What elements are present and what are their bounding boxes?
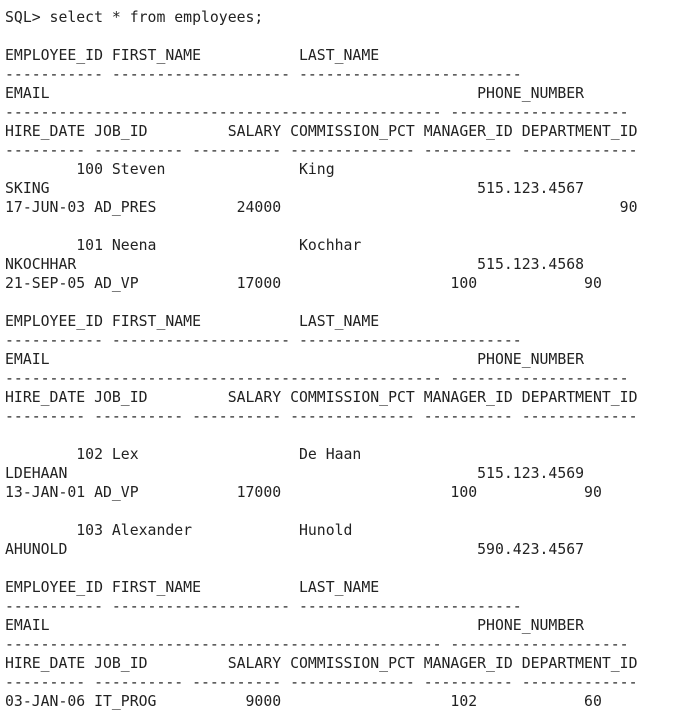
data-row-line: 03-JAN-06 IT_PROG 9000 102 60 <box>5 693 602 710</box>
column-separator-line: ----------- -------------------- ------------------------- <box>5 66 522 83</box>
column-header-line: EMAIL PHONE_NUMBER <box>5 351 585 368</box>
blank-line <box>5 293 689 312</box>
column-header-line: EMPLOYEE_ID FIRST_NAME LAST_NAME <box>5 579 380 596</box>
sqlplus-output <box>5 8 689 711</box>
data-row-line: 103 Alexander Hunold <box>5 522 353 539</box>
column-separator-line: ------------------------------------------------- -------------------- <box>5 104 629 121</box>
column-separator-line: ------------------------------------------------- -------------------- <box>5 370 629 387</box>
column-separator-line: --------- ---------- ---------- -------------- ---------- ------------- <box>5 142 638 159</box>
data-row-line: SKING 515.123.4567 <box>5 180 585 197</box>
column-separator-line: ----------- -------------------- ------------------------- <box>5 332 522 349</box>
column-separator-line: ------------------------------------------------- -------------------- <box>5 636 629 653</box>
data-row-line: LDEHAAN 515.123.4569 <box>5 465 585 482</box>
data-row-line: 101 Neena Kochhar <box>5 237 362 254</box>
blank-line <box>5 217 689 236</box>
data-row-line: 102 Lex De Haan <box>5 446 362 463</box>
column-header-line: EMPLOYEE_ID FIRST_NAME LAST_NAME <box>5 313 380 330</box>
column-header-line: HIRE_DATE JOB_ID SALARY COMMISSION_PCT MANAGER_ID DEPARTMENT_ID <box>5 123 638 140</box>
column-header-line: EMAIL PHONE_NUMBER <box>5 617 585 634</box>
data-row-line: NKOCHHAR 515.123.4568 <box>5 256 585 273</box>
column-header-line: HIRE_DATE JOB_ID SALARY COMMISSION_PCT MANAGER_ID DEPARTMENT_ID <box>5 655 638 672</box>
column-separator-line: --------- ---------- ---------- -------------- ---------- ------------- <box>5 674 638 691</box>
column-header-line: EMPLOYEE_ID FIRST_NAME LAST_NAME <box>5 47 380 64</box>
blank-line <box>5 426 689 445</box>
column-separator-line: --------- ---------- ---------- -------------- ---------- ------------- <box>5 408 638 425</box>
blank-line <box>5 559 689 578</box>
data-row-line: 17-JUN-03 AD_PRES 24000 90 <box>5 199 638 216</box>
blank-line <box>5 27 689 46</box>
column-header-line: HIRE_DATE JOB_ID SALARY COMMISSION_PCT MANAGER_ID DEPARTMENT_ID <box>5 389 638 406</box>
sql-prompt-line: SQL> select * from employees; <box>5 9 264 26</box>
data-row-line: AHUNOLD 590.423.4567 <box>5 541 585 558</box>
data-row-line: 21-SEP-05 AD_VP 17000 100 90 <box>5 275 602 292</box>
data-row-line: 13-JAN-01 AD_VP 17000 100 90 <box>5 484 602 501</box>
data-row-line: 100 Steven King <box>5 161 335 178</box>
blank-line <box>5 502 689 521</box>
column-separator-line: ----------- -------------------- ------------------------- <box>5 598 522 615</box>
column-header-line: EMAIL PHONE_NUMBER <box>5 85 585 102</box>
